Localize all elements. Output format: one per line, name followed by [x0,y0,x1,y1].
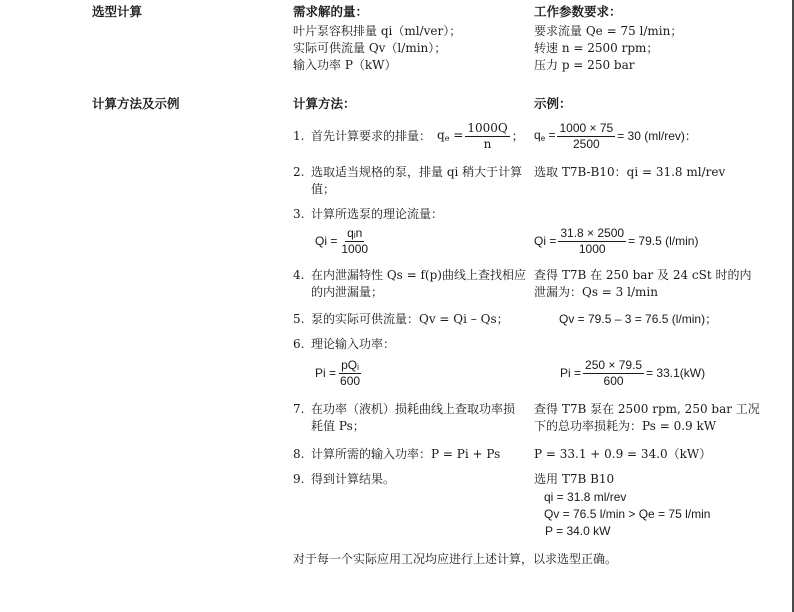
unknown-item: 实际可供流量 Qv（l/min）； [293,41,447,55]
params-heading: 工作参数要求： [534,5,622,19]
example-fraction: $\frac{1000 \times 75}{2500}$ [559,121,614,151]
step-6: 6. 理论输入功率： [293,337,396,351]
param-item: 压力 p = 250 bar [534,58,635,72]
step-4-cont: 的内泄漏量； [311,285,384,299]
result-line: P = 34.0 kW [545,524,611,538]
result-line: 选用 T7B B10 [534,472,615,486]
param-item: 要求流量 Qe = 75 l/min； [534,24,683,38]
step-3: 3. 计算所选泵的理论流量： [293,207,444,221]
example-3: Qi = $\frac{31.8 \times 2500}{1000}$ = 79.5 (l/min) [534,226,699,256]
step-1: 1. 首先计算要求的排量： $q_e$ = $\frac{1000Q}{n}$ ； [293,121,524,151]
step-3-formula: Qi = $\frac{\text{qᵢn}}{1000}$ [315,226,369,256]
unknown-item: 叶片泵容积排量 qi（ml/ver）； [293,24,462,38]
step-8: 8. 计算所需的输入功率：P = Pi + Ps [293,447,501,461]
formula-fraction: $\frac{1000Q}{n}$ [467,121,508,151]
step-5: 5. 泵的实际可供流量：Qv = Qi – Qs； [293,312,509,326]
step-7: 7. 在功率（液机）损耗曲线上查取功率损 [293,402,516,416]
step-7-cont: 耗值 Ps； [311,419,365,433]
example-7-line2: 下的总功率损耗为：Ps = 0.9 kW [534,419,717,433]
footer-note: 对于每一个实际应用工况均应进行上述计算，以求选型正确。 [293,552,618,566]
example-2: 选取 T7B-B10：qi = 31.8 ml/rev [534,165,726,179]
step-4: 4. 在内泄漏特性 Qs = f(p)曲线上查找相应 [293,268,526,282]
example-6: Pi = $\frac{250 \times 79.5}{600}$ = 33.1(kW) [560,358,706,388]
step-6-formula: Pi = $\frac{\text{pQᵢ}}{600}$ [315,358,361,388]
param-item: 转速 n = 2500 rpm； [534,41,659,55]
step-2-cont: 值； [311,182,336,196]
section-title-selection: 选型计算 [92,5,143,19]
example-8: P = 33.1 + 0.9 = 34.0（kW） [534,447,712,461]
unknowns-heading: 需求解的量： [293,5,369,19]
result-line: qi = 31.8 ml/rev [544,490,627,504]
example-1: $q_e$ = $\frac{1000 \times 75}{2500}$ = 30 (ml/rev)： [534,121,697,151]
step-2: 2. 选取适当规格的泵，排量 qi 稍大于计算 [293,165,523,179]
example-4-line2: 泄漏为：Qs = 3 l/min [534,285,658,299]
step-9: 9. 得到计算结果。 [293,472,396,486]
result-line: Qv = 76.5 l/min > Qe = 75 l/min [544,507,711,521]
method-heading: 计算方法： [293,97,356,111]
section-title-method: 计算方法及示例 [92,97,180,111]
example-5: Qv = 79.5 – 3 = 76.5 (l/min)； [559,312,718,326]
example-4-line1: 查得 T7B 在 250 bar 及 24 cSt 时的内 [534,268,752,282]
example-heading: 示例： [534,97,572,111]
unknown-item: 输入功率 P（kW） [293,58,397,72]
example-7-line1: 查得 T7B 泵在 2500 rpm, 250 bar 工况 [534,402,760,416]
